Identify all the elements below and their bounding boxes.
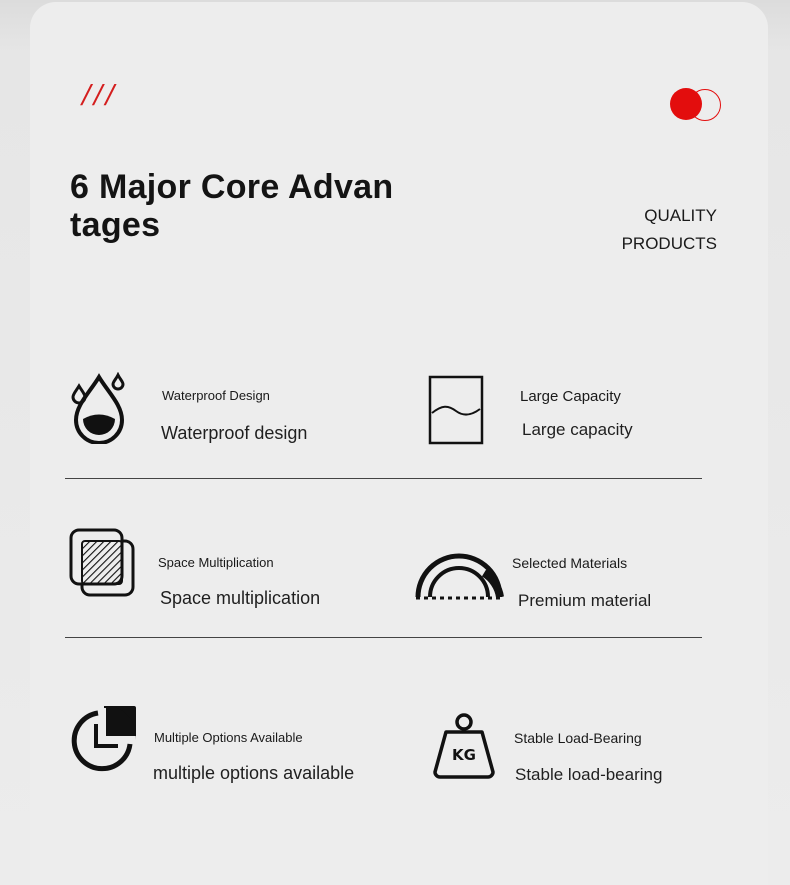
page-title: 6 Major Core Advantages [70,168,394,244]
feature-heading: Waterproof Design [162,388,270,403]
feature-subtitle: Large capacity [522,420,633,439]
feature-subtitle: Premium material [518,591,652,610]
feature-subtitle: Space multiplication [160,588,321,608]
space-multiplication-icon [68,527,138,599]
feature-heading: Multiple Options Available [154,730,303,745]
feature-subtitle: multiple options available [153,763,355,783]
quality-line-2: PRODUCTS [621,234,717,253]
selected-materials-icon [414,545,504,603]
feature-heading: Large Capacity [520,388,621,405]
water-drop-icon [68,372,128,444]
feature-subtitle: Stable load-bearing [515,765,663,784]
content-card [30,2,768,885]
quality-label [622,202,717,258]
large-capacity-icon [428,375,484,445]
feature-heading: Stable Load-Bearing [514,730,642,746]
row-divider [65,478,702,479]
decor-slashes: /// [82,80,118,110]
feature-subtitle: Waterproof design [161,423,308,443]
solid-dot-icon [670,88,702,120]
feature-heading: Space Multiplication [158,555,274,570]
row-divider [65,637,702,638]
multiple-options-icon [68,702,140,774]
decor-dots [670,88,724,124]
kg-label: KG [452,746,476,764]
kg-weight-icon [432,712,496,780]
feature-heading: Selected Materials [512,555,628,571]
quality-line-1: QUALITY [644,206,717,225]
